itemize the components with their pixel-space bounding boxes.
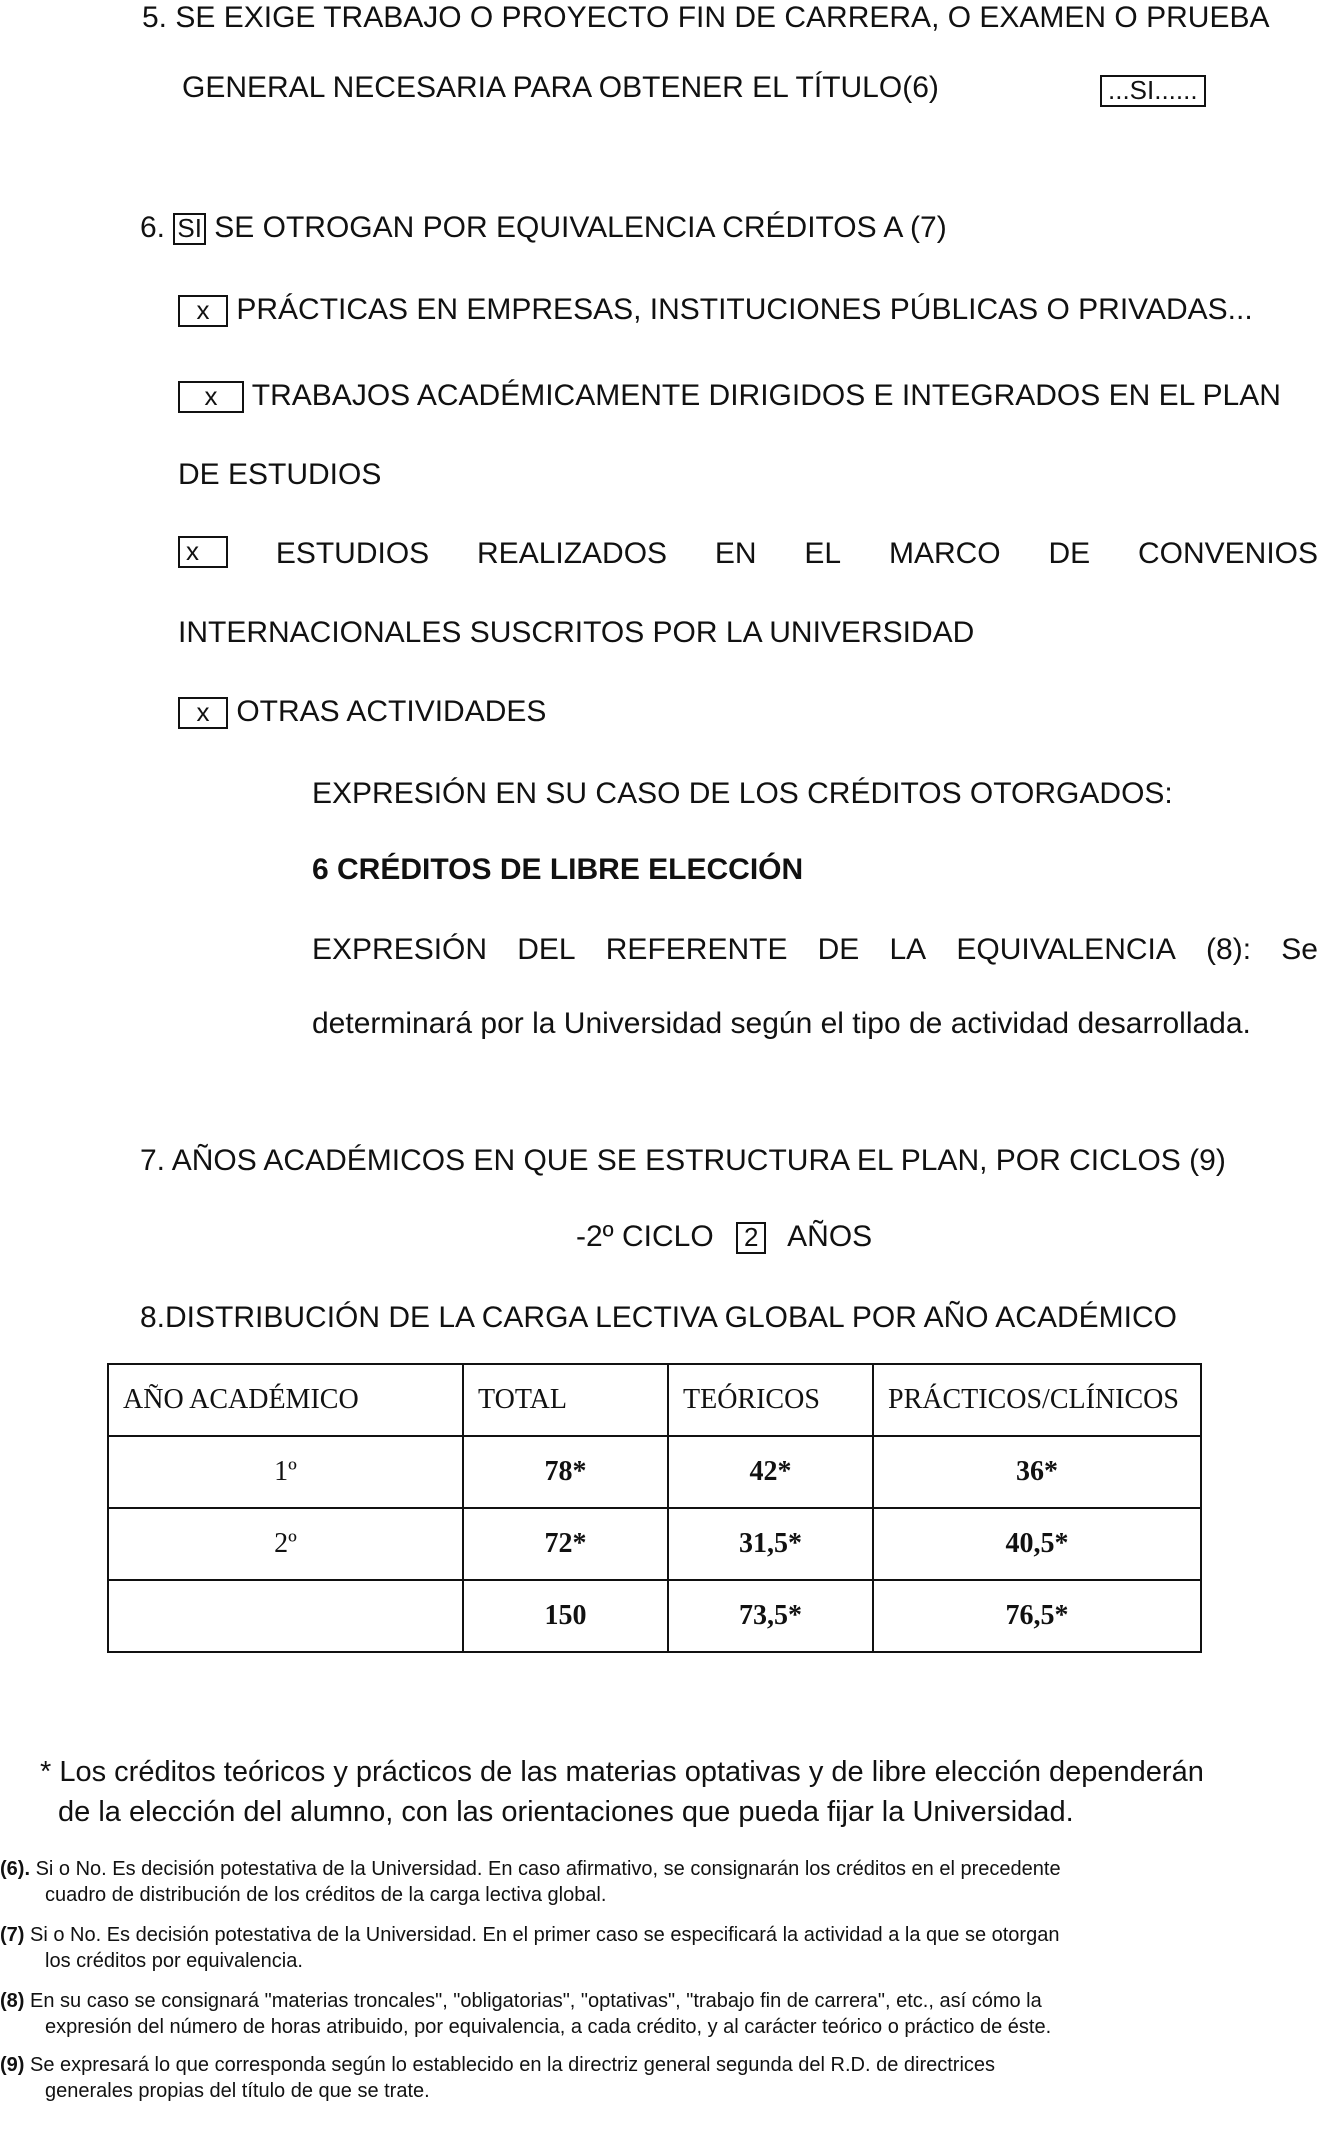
col-ano: AÑO ACADÉMICO [108, 1364, 463, 1436]
cell-ano: 2º [108, 1508, 463, 1580]
sec6-title: SE OTROGAN POR EQUIVALENCIA CRÉDITOS A (7) [214, 211, 947, 244]
ref-word-1: EXPRESIÓN [312, 933, 488, 966]
footnote-cont: los créditos por equivalencia. [45, 1950, 303, 1972]
footnote-num: (7) [0, 1924, 25, 1946]
ref-word-7: (8): [1206, 933, 1252, 966]
cell-total: 72* [463, 1508, 668, 1580]
option-trabajos-line2: DE ESTUDIOS [178, 458, 382, 491]
col-total: TOTAL [463, 1364, 668, 1436]
expr-creditos-label: EXPRESIÓN EN SU CASO DE LOS CRÉDITOS OTORGADOS: [312, 777, 1173, 810]
sec6-prefix: 6. [140, 211, 166, 244]
cell-practicos: 36* [873, 1436, 1201, 1508]
sec6-option-otras [178, 694, 546, 730]
sec7-ciclo [576, 1219, 872, 1255]
footnote-9 [0, 2052, 1320, 2104]
expr-referente-line1 [312, 932, 1318, 968]
carga-lectiva-table [107, 1363, 1202, 1653]
ciclo-unit: AÑOS [787, 1220, 873, 1253]
sec6-title-line [140, 210, 947, 246]
table-row-total [108, 1580, 1201, 1652]
option-trabajos-label: TRABAJOS ACADÉMICAMENTE DIRIGIDOS E INTEGRADOS EN EL PLAN [251, 379, 1281, 412]
ref-word-8: Se [1281, 933, 1318, 966]
sec6-option-trabajos [178, 378, 1281, 414]
footnote-text: Si o No. Es decisión potestativa de la Universidad. En caso afirmativo, se consignarán los créditos en el precedente [35, 1858, 1061, 1880]
footnote-cont: generales propias del título de que se trate. [45, 2080, 430, 2102]
footnote-cont: cuadro de distribución de los créditos de la carga lectiva global. [45, 1884, 607, 1906]
sec6-option-practicas [178, 292, 1253, 328]
sec6-option-estudios [178, 536, 1318, 572]
option-estudios-line2: INTERNACIONALES SUSCRITOS POR LA UNIVERSIDAD [178, 616, 975, 649]
ref-word-4: DE [817, 933, 860, 966]
checkbox-practicas: x [178, 295, 228, 327]
cell-teoricos: 31,5* [668, 1508, 873, 1580]
sec7-title: 7. AÑOS ACADÉMICOS EN QUE SE ESTRUCTURA EL PLAN, POR CICLOS (9) [140, 1144, 1226, 1177]
checkbox-estudios: x [178, 536, 228, 568]
cell-teoricos: 42* [668, 1436, 873, 1508]
ref-word-2: DEL [517, 933, 576, 966]
cell-practicos: 76,5* [873, 1580, 1201, 1652]
option-practicas-label: PRÁCTICAS EN EMPRESAS, INSTITUCIONES PÚBLICAS O PRIVADAS... [236, 293, 1253, 326]
cell-total: 150 [463, 1580, 668, 1652]
footnote-6 [0, 1856, 1320, 1908]
creditos-libre-eleccion: 6 CRÉDITOS DE LIBRE ELECCIÓN [312, 853, 804, 886]
col-teoricos: TEÓRICOS [668, 1364, 873, 1436]
footnote-num: (9) [0, 2054, 25, 2076]
footnote-text: Si o No. Es decisión potestativa de la Universidad. En el primer caso se especificará la actividad a la que se otorgan [30, 1924, 1060, 1946]
checkbox-otras: x [178, 697, 228, 729]
cell-ano [108, 1580, 463, 1652]
sec8-title: 8.DISTRIBUCIÓN DE LA CARGA LECTIVA GLOBAL POR AÑO ACADÉMICO [140, 1301, 1177, 1334]
footnote-8 [0, 1988, 1320, 2040]
cell-teoricos: 73,5* [668, 1580, 873, 1652]
table-header-row [108, 1364, 1201, 1436]
cell-practicos: 40,5* [873, 1508, 1201, 1580]
estudios-word-6: DE [1048, 537, 1091, 570]
ref-word-6: EQUIVALENCIA [956, 933, 1176, 966]
estudios-word-5: MARCO [888, 537, 1001, 570]
estudios-word-1: ESTUDIOS [275, 537, 430, 570]
estudios-word-4: EL [804, 537, 842, 570]
asterisk-note-line1: * Los créditos teóricos y prácticos de las materias optativas y de libre elección dependerán [40, 1756, 1204, 1788]
footnote-num: (6). [0, 1858, 30, 1880]
sec6-answer-box: SI [173, 213, 206, 245]
asterisk-note-line2: de la elección del alumno, con las orientaciones que pueda fijar la Universidad. [58, 1796, 1074, 1828]
ciclo-value-box: 2 [736, 1222, 766, 1254]
ref-word-3: REFERENTE [605, 933, 788, 966]
estudios-word-7: CONVENIOS [1137, 537, 1318, 570]
sec5-answer-box: ...SI...... [1100, 75, 1206, 107]
sec5-line1: 5. SE EXIGE TRABAJO O PROYECTO FIN DE CARRERA, O EXAMEN O PRUEBA [142, 1, 1270, 34]
footnote-text: En su caso se consignará "materias troncales", "obligatorias", "optativas", "trabajo fin de carrera", etc., así cómo la [30, 1990, 1042, 2012]
footnote-7 [0, 1922, 1320, 1974]
checkbox-trabajos: x [178, 381, 244, 413]
option-otras-label: OTRAS ACTIVIDADES [236, 695, 547, 728]
table-row [108, 1436, 1201, 1508]
cell-ano: 1º [108, 1436, 463, 1508]
expr-referente-line2: determinará por la Universidad según el tipo de actividad desarrollada. [312, 1007, 1251, 1040]
ciclo-label: -2º CICLO [576, 1220, 714, 1253]
footnote-num: (8) [0, 1990, 25, 2012]
footnote-text: Se expresará lo que corresponda según lo establecido en la directriz general segunda del R.D. de directrices [30, 2054, 996, 2076]
cell-total: 78* [463, 1436, 668, 1508]
asterisk-note [40, 1752, 1270, 1832]
table-row [108, 1508, 1201, 1580]
sec5-line2: GENERAL NECESARIA PARA OBTENER EL TÍTULO(6) [182, 71, 939, 104]
estudios-word-2: REALIZADOS [477, 537, 668, 570]
col-practicos: PRÁCTICOS/CLÍNICOS [873, 1364, 1201, 1436]
estudios-word-3: EN [714, 537, 757, 570]
footnote-cont: expresión del número de horas atribuido, por equivalencia, a cada crédito, y al carácter teórico o práctico de éste. [45, 2016, 1052, 2038]
ref-word-5: LA [889, 933, 927, 966]
